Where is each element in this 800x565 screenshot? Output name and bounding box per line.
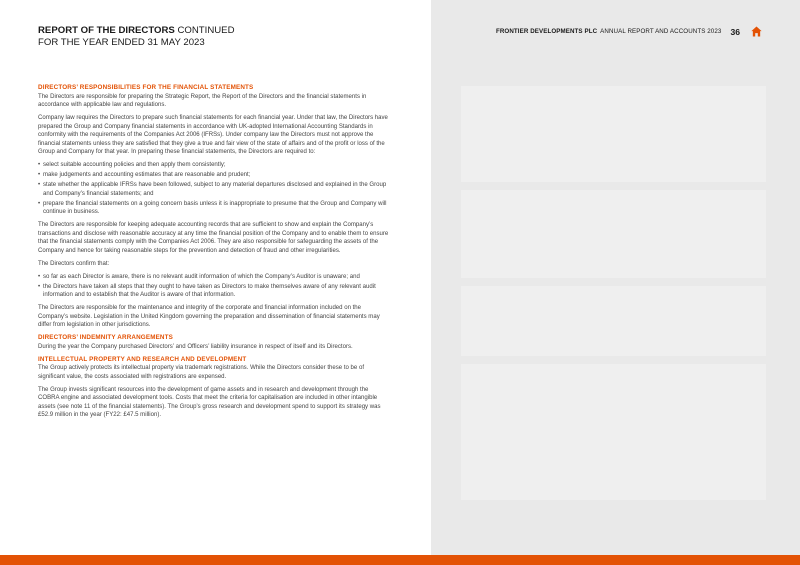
page-number: 36 (730, 26, 740, 37)
panel-block-top (461, 86, 766, 182)
page-title-main: REPORT OF THE DIRECTORS (38, 25, 175, 36)
section-heading-ip: INTELLECTUAL PROPERTY AND RESEARCH AND DEVELOPMENT (38, 355, 247, 363)
paragraph: The Directors confirm that: (38, 260, 110, 267)
page-title-continued: CONTINUED (177, 25, 235, 36)
paragraph: The Group invests significant resources into the development of game assets and in research and development through the COBRA engine and associated development tools. Costs that meet the criteria for capitalisation are included in other intangible assets (see note 11 of the financial statements). The Group’s gross research and development spend to support its strategy was £52.9 million in the year (FY22: £47.5 million). (38, 386, 381, 419)
panel-block-bottom (461, 364, 766, 500)
confirm-list (38, 273, 390, 300)
report-name: ANNUAL REPORT AND ACCOUNTS 2023 (600, 28, 722, 35)
paragraph: Company law requires the Directors to prepare such financial statements for each financial year. Under that law, the Directors have prepared the Group and Company financial statements in accordance with UK-adopted International Accounting Standards in conformity with the requirements of the Companies Act 2006 (IFRSs). Under company law the Directors must not approve the financial statements unless they are satisfied that they give a true and fair view of the state of affairs and of the profit or loss of the Group and Company for that year. In preparing these financial statements, the Directors are required to: (38, 115, 388, 156)
paragraph: The Directors are responsible for keeping adequate accounting records that are sufficient to show and explain the Company’s transactions and disclose with reasonable accuracy at any time the financial position of the Company and to enable them to ensure that the financial statements comply with the Companies Act 2006. They are also responsible for safeguarding the assets of the Company and hence for taking reasonable steps for the prevention and detection of fraud and other irregularities. (38, 222, 389, 254)
right-side-panel (431, 0, 800, 555)
paragraph: The Directors are responsible for the maintenance and integrity of the corporate and financial information included on the Company’s website. Legislation in the United Kingdom governing the preparation and dissemination of financial statements may differ from legislation in other jurisdictions. (38, 305, 380, 329)
paragraph: The Group actively protects its intellectual property via trademark registrations. While the Directors consider these to be of significant value, the costs associated with registrations are expensed. (38, 365, 365, 380)
section-heading-indemnity: DIRECTORS’ INDEMNITY ARRANGEMENTS (38, 334, 173, 342)
footer-accent-bar (0, 555, 800, 565)
list-item: • make judgements and accounting estimates that are reasonable and prudent; (38, 171, 390, 180)
page-subtitle: FOR THE YEAR ENDED 31 MAY 2023 (38, 37, 205, 48)
section-heading-responsibilities: DIRECTORS’ RESPONSIBILITIES FOR THE FINANCIAL STATEMENTS (38, 84, 254, 91)
list-item: • select suitable accounting policies and then apply them consistently; (38, 161, 390, 170)
panel-block-lower (461, 286, 766, 356)
paragraph: The Directors are responsible for preparing the Strategic Report, the Report of the Directors and the financial statements in accordance with applicable law and regulations. (38, 93, 367, 109)
list-item: • prepare the financial statements on a going concern basis unless it is inappropriate to presume that the Group and Company will continue in business. (38, 200, 390, 217)
panel-block-middle (461, 190, 766, 278)
home-icon[interactable] (751, 26, 762, 37)
requirements-list (38, 161, 390, 216)
list-item: • the Directors have taken all steps that they ought to have taken as Directors to make themselves aware of any relevant audit information and to establish that the Auditor is aware of that information. (38, 283, 390, 300)
company-name: FRONTIER DEVELOPMENTS PLC (495, 28, 598, 35)
list-item: • so far as each Director is aware, there is no relevant audit information of which the Company’s Auditor is unaware; and (38, 273, 390, 282)
list-item: • state whether the applicable IFRSs have been followed, subject to any material departures disclosed and explained in the Group and Company’s financial statements; and (38, 181, 390, 198)
running-header (496, 26, 762, 37)
main-text (38, 84, 390, 424)
page-header (38, 25, 235, 49)
page-title (38, 25, 235, 37)
paragraph: During the year the Company purchased Directors’ and Officers’ liability insurance in respect of itself and its Directors. (38, 343, 353, 350)
